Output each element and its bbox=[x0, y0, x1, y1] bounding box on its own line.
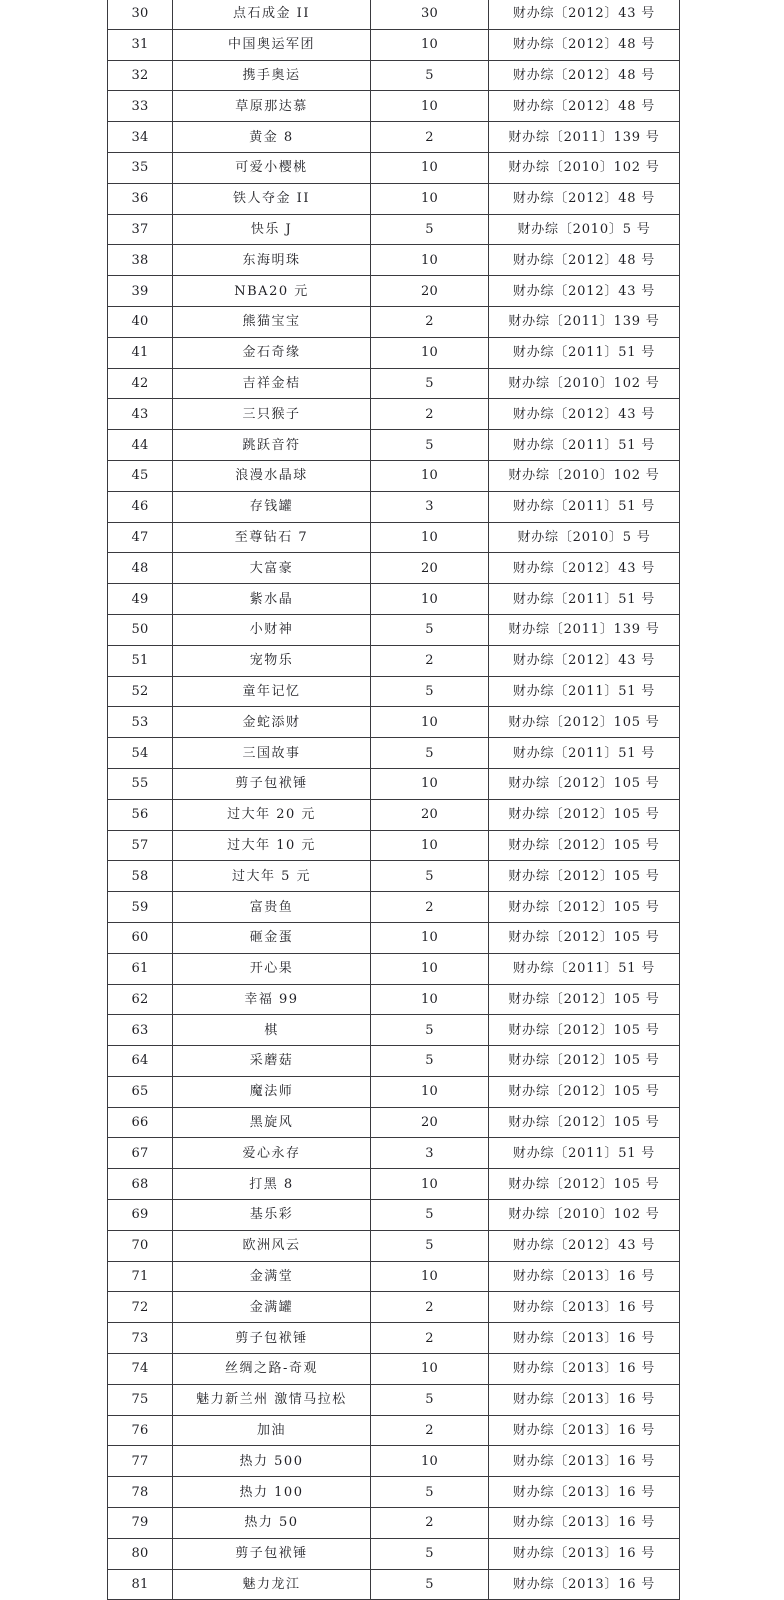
cell-number: 64 bbox=[108, 1046, 173, 1077]
table-row bbox=[108, 430, 680, 461]
cell-approval-document: 财办综〔2013〕16 号 bbox=[489, 1446, 680, 1477]
cell-number: 33 bbox=[108, 91, 173, 122]
cell-approval-document: 财办综〔2013〕16 号 bbox=[489, 1569, 680, 1600]
cell-face-value: 10 bbox=[371, 768, 489, 799]
table-row bbox=[108, 1477, 680, 1508]
cell-face-value: 5 bbox=[371, 1015, 489, 1046]
cell-approval-document: 财办综〔2010〕5 号 bbox=[489, 214, 680, 245]
cell-ticket-name: 黄金 8 bbox=[173, 122, 371, 153]
table-row bbox=[108, 768, 680, 799]
cell-ticket-name: 采蘑菇 bbox=[173, 1046, 371, 1077]
cell-ticket-name: 小财神 bbox=[173, 614, 371, 645]
cell-face-value: 10 bbox=[371, 984, 489, 1015]
cell-approval-document: 财办综〔2013〕16 号 bbox=[489, 1477, 680, 1508]
cell-face-value: 20 bbox=[371, 553, 489, 584]
cell-number: 77 bbox=[108, 1446, 173, 1477]
cell-ticket-name: 可爱小樱桃 bbox=[173, 152, 371, 183]
table-row bbox=[108, 276, 680, 307]
cell-ticket-name: 热力 500 bbox=[173, 1446, 371, 1477]
cell-face-value: 2 bbox=[371, 892, 489, 923]
cell-face-value: 3 bbox=[371, 1138, 489, 1169]
cell-face-value: 2 bbox=[371, 1292, 489, 1323]
cell-approval-document: 财办综〔2011〕51 号 bbox=[489, 584, 680, 615]
cell-face-value: 5 bbox=[371, 738, 489, 769]
cell-face-value: 5 bbox=[371, 214, 489, 245]
cell-number: 37 bbox=[108, 214, 173, 245]
cell-number: 65 bbox=[108, 1076, 173, 1107]
cell-number: 42 bbox=[108, 368, 173, 399]
cell-ticket-name: 吉祥金桔 bbox=[173, 368, 371, 399]
cell-approval-document: 财办综〔2011〕139 号 bbox=[489, 122, 680, 153]
cell-number: 61 bbox=[108, 953, 173, 984]
cell-approval-document: 财办综〔2012〕48 号 bbox=[489, 60, 680, 91]
table-row bbox=[108, 861, 680, 892]
table-row bbox=[108, 676, 680, 707]
cell-number: 76 bbox=[108, 1415, 173, 1446]
cell-ticket-name: 魅力新兰州 激情马拉松 bbox=[173, 1384, 371, 1415]
cell-number: 56 bbox=[108, 799, 173, 830]
cell-face-value: 10 bbox=[371, 1446, 489, 1477]
cell-approval-document: 财办综〔2012〕105 号 bbox=[489, 707, 680, 738]
cell-approval-document: 财办综〔2013〕16 号 bbox=[489, 1354, 680, 1385]
cell-number: 41 bbox=[108, 337, 173, 368]
cell-approval-document: 财办综〔2012〕105 号 bbox=[489, 1169, 680, 1200]
cell-face-value: 5 bbox=[371, 1569, 489, 1600]
table-row bbox=[108, 614, 680, 645]
cell-ticket-name: 欧洲风云 bbox=[173, 1230, 371, 1261]
cell-ticket-name: 砸金蛋 bbox=[173, 922, 371, 953]
cell-approval-document: 财办综〔2012〕105 号 bbox=[489, 830, 680, 861]
table-row bbox=[108, 122, 680, 153]
cell-approval-document: 财办综〔2012〕105 号 bbox=[489, 1076, 680, 1107]
cell-approval-document: 财办综〔2011〕51 号 bbox=[489, 337, 680, 368]
cell-approval-document: 财办综〔2013〕16 号 bbox=[489, 1508, 680, 1539]
cell-number: 51 bbox=[108, 645, 173, 676]
cell-approval-document: 财办综〔2012〕105 号 bbox=[489, 922, 680, 953]
table-row bbox=[108, 1446, 680, 1477]
cell-approval-document: 财办综〔2011〕51 号 bbox=[489, 676, 680, 707]
cell-face-value: 20 bbox=[371, 1107, 489, 1138]
table-row bbox=[108, 337, 680, 368]
cell-ticket-name: 铁人夺金 II bbox=[173, 183, 371, 214]
table-row bbox=[108, 1169, 680, 1200]
cell-ticket-name: 剪子包袱锤 bbox=[173, 1323, 371, 1354]
cell-number: 81 bbox=[108, 1569, 173, 1600]
table-row bbox=[108, 399, 680, 430]
cell-ticket-name: 黑旋风 bbox=[173, 1107, 371, 1138]
table-row bbox=[108, 1354, 680, 1385]
cell-ticket-name: 熊猫宝宝 bbox=[173, 306, 371, 337]
table-row bbox=[108, 584, 680, 615]
table-row bbox=[108, 306, 680, 337]
table-row bbox=[108, 183, 680, 214]
table-row bbox=[108, 1138, 680, 1169]
cell-number: 66 bbox=[108, 1107, 173, 1138]
cell-approval-document: 财办综〔2012〕43 号 bbox=[489, 276, 680, 307]
cell-approval-document: 财办综〔2012〕43 号 bbox=[489, 553, 680, 584]
cell-number: 62 bbox=[108, 984, 173, 1015]
cell-approval-document: 财办综〔2010〕5 号 bbox=[489, 522, 680, 553]
cell-face-value: 10 bbox=[371, 29, 489, 60]
cell-approval-document: 财办综〔2011〕51 号 bbox=[489, 430, 680, 461]
cell-number: 34 bbox=[108, 122, 173, 153]
cell-number: 58 bbox=[108, 861, 173, 892]
table-row bbox=[108, 1076, 680, 1107]
cell-number: 70 bbox=[108, 1230, 173, 1261]
table-row bbox=[108, 245, 680, 276]
cell-approval-document: 财办综〔2012〕48 号 bbox=[489, 245, 680, 276]
table-row bbox=[108, 799, 680, 830]
cell-face-value: 3 bbox=[371, 491, 489, 522]
cell-face-value: 10 bbox=[371, 922, 489, 953]
cell-ticket-name: 富贵鱼 bbox=[173, 892, 371, 923]
cell-ticket-name: 三只猴子 bbox=[173, 399, 371, 430]
cell-approval-document: 财办综〔2010〕102 号 bbox=[489, 152, 680, 183]
cell-number: 69 bbox=[108, 1200, 173, 1231]
cell-face-value: 2 bbox=[371, 306, 489, 337]
cell-ticket-name: 金石奇缘 bbox=[173, 337, 371, 368]
cell-number: 32 bbox=[108, 60, 173, 91]
table-row bbox=[108, 1292, 680, 1323]
cell-approval-document: 财办综〔2010〕102 号 bbox=[489, 368, 680, 399]
cell-face-value: 10 bbox=[371, 1076, 489, 1107]
cell-face-value: 20 bbox=[371, 276, 489, 307]
cell-ticket-name: 魅力龙江 bbox=[173, 1569, 371, 1600]
table-row bbox=[108, 491, 680, 522]
cell-number: 59 bbox=[108, 892, 173, 923]
cell-approval-document: 财办综〔2013〕16 号 bbox=[489, 1323, 680, 1354]
table-row bbox=[108, 738, 680, 769]
cell-approval-document: 财办综〔2012〕48 号 bbox=[489, 183, 680, 214]
cell-face-value: 5 bbox=[371, 1200, 489, 1231]
cell-number: 45 bbox=[108, 460, 173, 491]
cell-ticket-name: 过大年 10 元 bbox=[173, 830, 371, 861]
cell-number: 39 bbox=[108, 276, 173, 307]
cell-face-value: 2 bbox=[371, 1415, 489, 1446]
cell-number: 60 bbox=[108, 922, 173, 953]
cell-ticket-name: 加油 bbox=[173, 1415, 371, 1446]
cell-number: 36 bbox=[108, 183, 173, 214]
cell-face-value: 5 bbox=[371, 861, 489, 892]
table-row bbox=[108, 1538, 680, 1569]
cell-face-value: 5 bbox=[371, 1538, 489, 1569]
table-row bbox=[108, 214, 680, 245]
cell-ticket-name: 金满罐 bbox=[173, 1292, 371, 1323]
table-row bbox=[108, 1107, 680, 1138]
cell-approval-document: 财办综〔2013〕16 号 bbox=[489, 1538, 680, 1569]
cell-approval-document: 财办综〔2012〕105 号 bbox=[489, 1015, 680, 1046]
cell-ticket-name: 中国奥运军团 bbox=[173, 29, 371, 60]
cell-number: 30 bbox=[108, 0, 173, 29]
cell-number: 68 bbox=[108, 1169, 173, 1200]
cell-approval-document: 财办综〔2010〕102 号 bbox=[489, 1200, 680, 1231]
cell-approval-document: 财办综〔2012〕105 号 bbox=[489, 1046, 680, 1077]
table-row bbox=[108, 368, 680, 399]
table-row bbox=[108, 1200, 680, 1231]
table-row bbox=[108, 0, 680, 29]
table-row bbox=[108, 1046, 680, 1077]
cell-number: 50 bbox=[108, 614, 173, 645]
cell-face-value: 5 bbox=[371, 1477, 489, 1508]
cell-ticket-name: 东海明珠 bbox=[173, 245, 371, 276]
cell-ticket-name: 至尊钻石 7 bbox=[173, 522, 371, 553]
cell-number: 72 bbox=[108, 1292, 173, 1323]
cell-ticket-name: 草原那达慕 bbox=[173, 91, 371, 122]
cell-approval-document: 财办综〔2011〕51 号 bbox=[489, 953, 680, 984]
cell-number: 49 bbox=[108, 584, 173, 615]
cell-ticket-name: 金满堂 bbox=[173, 1261, 371, 1292]
table-row bbox=[108, 707, 680, 738]
cell-ticket-name: 爱心永存 bbox=[173, 1138, 371, 1169]
cell-approval-document: 财办综〔2012〕105 号 bbox=[489, 861, 680, 892]
cell-number: 48 bbox=[108, 553, 173, 584]
cell-number: 38 bbox=[108, 245, 173, 276]
cell-ticket-name: 快乐 J bbox=[173, 214, 371, 245]
cell-number: 74 bbox=[108, 1354, 173, 1385]
cell-number: 75 bbox=[108, 1384, 173, 1415]
table-row bbox=[108, 1415, 680, 1446]
cell-ticket-name: 热力 100 bbox=[173, 1477, 371, 1508]
cell-approval-document: 财办综〔2012〕105 号 bbox=[489, 768, 680, 799]
cell-number: 52 bbox=[108, 676, 173, 707]
cell-face-value: 10 bbox=[371, 245, 489, 276]
cell-approval-document: 财办综〔2012〕48 号 bbox=[489, 91, 680, 122]
cell-number: 44 bbox=[108, 430, 173, 461]
cell-number: 79 bbox=[108, 1508, 173, 1539]
table-row bbox=[108, 645, 680, 676]
cell-face-value: 10 bbox=[371, 707, 489, 738]
table-row bbox=[108, 522, 680, 553]
table-row bbox=[108, 29, 680, 60]
cell-face-value: 10 bbox=[371, 183, 489, 214]
cell-face-value: 10 bbox=[371, 522, 489, 553]
cell-face-value: 2 bbox=[371, 399, 489, 430]
cell-ticket-name: 丝绸之路-奇观 bbox=[173, 1354, 371, 1385]
table-row bbox=[108, 1384, 680, 1415]
table-row bbox=[108, 460, 680, 491]
cell-approval-document: 财办综〔2012〕48 号 bbox=[489, 29, 680, 60]
cell-ticket-name: 浪漫水晶球 bbox=[173, 460, 371, 491]
cell-ticket-name: 存钱罐 bbox=[173, 491, 371, 522]
table-body bbox=[108, 0, 680, 1600]
cell-ticket-name: 过大年 5 元 bbox=[173, 861, 371, 892]
cell-face-value: 5 bbox=[371, 60, 489, 91]
cell-face-value: 10 bbox=[371, 1354, 489, 1385]
cell-approval-document: 财办综〔2012〕43 号 bbox=[489, 645, 680, 676]
cell-approval-document: 财办综〔2013〕16 号 bbox=[489, 1292, 680, 1323]
cell-face-value: 2 bbox=[371, 1323, 489, 1354]
table-row bbox=[108, 1569, 680, 1600]
cell-ticket-name: 宠物乐 bbox=[173, 645, 371, 676]
cell-face-value: 10 bbox=[371, 460, 489, 491]
table-row bbox=[108, 830, 680, 861]
cell-face-value: 10 bbox=[371, 830, 489, 861]
cell-face-value: 5 bbox=[371, 1230, 489, 1261]
cell-approval-document: 财办综〔2013〕16 号 bbox=[489, 1384, 680, 1415]
cell-number: 71 bbox=[108, 1261, 173, 1292]
cell-face-value: 5 bbox=[371, 1046, 489, 1077]
cell-approval-document: 财办综〔2012〕43 号 bbox=[489, 0, 680, 29]
cell-approval-document: 财办综〔2012〕43 号 bbox=[489, 1230, 680, 1261]
cell-ticket-name: 紫水晶 bbox=[173, 584, 371, 615]
cell-number: 67 bbox=[108, 1138, 173, 1169]
table-row bbox=[108, 922, 680, 953]
cell-ticket-name: 过大年 20 元 bbox=[173, 799, 371, 830]
cell-approval-document: 财办综〔2011〕51 号 bbox=[489, 738, 680, 769]
lottery-ticket-table bbox=[107, 0, 680, 1600]
table-row bbox=[108, 1015, 680, 1046]
cell-number: 40 bbox=[108, 306, 173, 337]
cell-approval-document: 财办综〔2011〕51 号 bbox=[489, 491, 680, 522]
cell-face-value: 10 bbox=[371, 953, 489, 984]
cell-face-value: 10 bbox=[371, 152, 489, 183]
cell-ticket-name: 童年记忆 bbox=[173, 676, 371, 707]
cell-ticket-name: 基乐彩 bbox=[173, 1200, 371, 1231]
table-row bbox=[108, 1261, 680, 1292]
cell-face-value: 5 bbox=[371, 676, 489, 707]
cell-number: 73 bbox=[108, 1323, 173, 1354]
table-row bbox=[108, 1323, 680, 1354]
table-row bbox=[108, 953, 680, 984]
cell-approval-document: 财办综〔2012〕105 号 bbox=[489, 799, 680, 830]
table-row bbox=[108, 91, 680, 122]
cell-approval-document: 财办综〔2013〕16 号 bbox=[489, 1261, 680, 1292]
cell-face-value: 30 bbox=[371, 0, 489, 29]
cell-number: 53 bbox=[108, 707, 173, 738]
cell-approval-document: 财办综〔2011〕139 号 bbox=[489, 306, 680, 337]
cell-number: 57 bbox=[108, 830, 173, 861]
cell-face-value: 2 bbox=[371, 1508, 489, 1539]
cell-face-value: 2 bbox=[371, 645, 489, 676]
cell-face-value: 20 bbox=[371, 799, 489, 830]
cell-ticket-name: 跳跃音符 bbox=[173, 430, 371, 461]
cell-ticket-name: 携手奥运 bbox=[173, 60, 371, 91]
cell-face-value: 5 bbox=[371, 614, 489, 645]
cell-number: 80 bbox=[108, 1538, 173, 1569]
cell-number: 54 bbox=[108, 738, 173, 769]
cell-ticket-name: 开心果 bbox=[173, 953, 371, 984]
cell-ticket-name: 剪子包袱锤 bbox=[173, 768, 371, 799]
cell-ticket-name: 热力 50 bbox=[173, 1508, 371, 1539]
cell-ticket-name: 打黑 8 bbox=[173, 1169, 371, 1200]
cell-number: 31 bbox=[108, 29, 173, 60]
cell-ticket-name: 点石成金 II bbox=[173, 0, 371, 29]
table-row bbox=[108, 1508, 680, 1539]
cell-number: 78 bbox=[108, 1477, 173, 1508]
cell-ticket-name: 金蛇添财 bbox=[173, 707, 371, 738]
table-row bbox=[108, 553, 680, 584]
cell-number: 55 bbox=[108, 768, 173, 799]
cell-face-value: 10 bbox=[371, 91, 489, 122]
cell-number: 43 bbox=[108, 399, 173, 430]
table-row bbox=[108, 1230, 680, 1261]
cell-number: 47 bbox=[108, 522, 173, 553]
cell-approval-document: 财办综〔2010〕102 号 bbox=[489, 460, 680, 491]
cell-face-value: 2 bbox=[371, 122, 489, 153]
cell-face-value: 10 bbox=[371, 337, 489, 368]
cell-ticket-name: 剪子包袱锤 bbox=[173, 1538, 371, 1569]
table-row bbox=[108, 892, 680, 923]
cell-face-value: 10 bbox=[371, 1169, 489, 1200]
cell-approval-document: 财办综〔2012〕43 号 bbox=[489, 399, 680, 430]
cell-ticket-name: 幸福 99 bbox=[173, 984, 371, 1015]
cell-ticket-name: 大富豪 bbox=[173, 553, 371, 584]
cell-face-value: 5 bbox=[371, 1384, 489, 1415]
cell-approval-document: 财办综〔2012〕105 号 bbox=[489, 1107, 680, 1138]
table-row bbox=[108, 60, 680, 91]
cell-face-value: 10 bbox=[371, 584, 489, 615]
cell-approval-document: 财办综〔2011〕139 号 bbox=[489, 614, 680, 645]
cell-number: 46 bbox=[108, 491, 173, 522]
cell-ticket-name: 魔法师 bbox=[173, 1076, 371, 1107]
cell-approval-document: 财办综〔2012〕105 号 bbox=[489, 984, 680, 1015]
table-row bbox=[108, 152, 680, 183]
cell-ticket-name: NBA20 元 bbox=[173, 276, 371, 307]
cell-approval-document: 财办综〔2012〕105 号 bbox=[489, 892, 680, 923]
cell-approval-document: 财办综〔2011〕51 号 bbox=[489, 1138, 680, 1169]
cell-ticket-name: 三国故事 bbox=[173, 738, 371, 769]
table-row bbox=[108, 984, 680, 1015]
cell-ticket-name: 棋 bbox=[173, 1015, 371, 1046]
cell-number: 63 bbox=[108, 1015, 173, 1046]
cell-number: 35 bbox=[108, 152, 173, 183]
cell-face-value: 5 bbox=[371, 430, 489, 461]
cell-face-value: 10 bbox=[371, 1261, 489, 1292]
cell-approval-document: 财办综〔2013〕16 号 bbox=[489, 1415, 680, 1446]
cell-face-value: 5 bbox=[371, 368, 489, 399]
